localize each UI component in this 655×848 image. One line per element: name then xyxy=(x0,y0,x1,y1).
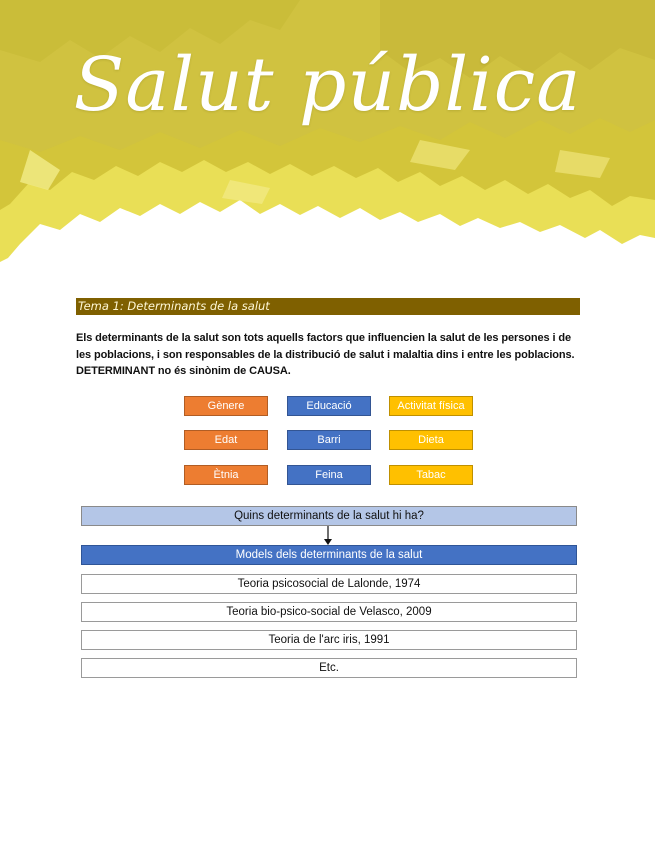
question-box: Quins determinants de la salut hi ha? xyxy=(81,506,577,526)
determinant-gender: Gènere xyxy=(184,396,268,416)
down-arrow-icon xyxy=(322,526,334,546)
determinant-job: Feina xyxy=(287,465,371,485)
determinant-age: Edat xyxy=(184,430,268,450)
determinant-ethnicity: Ètnia xyxy=(184,465,268,485)
intro-text: Els determinants de la salut son tots aquells factors que influencien la salut de les persones i de les poblacions, i son responsables de la distribució de salut i malaltia dins i entre les poblacions. xyxy=(76,332,575,361)
determinant-tobacco: Tabac xyxy=(389,465,473,485)
determinant-neighborhood: Barri xyxy=(287,430,371,450)
model-etc: Etc. xyxy=(81,658,577,678)
models-title-box: Models dels determinants de la salut xyxy=(81,545,577,565)
page-title: Salut pública xyxy=(73,42,582,128)
intro-paragraph xyxy=(76,330,580,380)
model-rainbow: Teoria de l'arc iris, 1991 xyxy=(81,630,577,650)
determinant-diet: Dieta xyxy=(389,430,473,450)
watercolor-banner xyxy=(0,0,655,270)
determinant-physical-activity: Activitat física xyxy=(389,396,473,416)
determinant-education: Educació xyxy=(287,396,371,416)
model-velasco: Teoria bio-psico-social de Velasco, 2009 xyxy=(81,602,577,622)
model-lalonde: Teoria psicosocial de Lalonde, 1974 xyxy=(81,574,577,594)
section-header: Tema 1: Determinants de la salut xyxy=(76,298,580,315)
intro-emphasis: DETERMINANT no és sinònim de CAUSA. xyxy=(76,365,291,377)
